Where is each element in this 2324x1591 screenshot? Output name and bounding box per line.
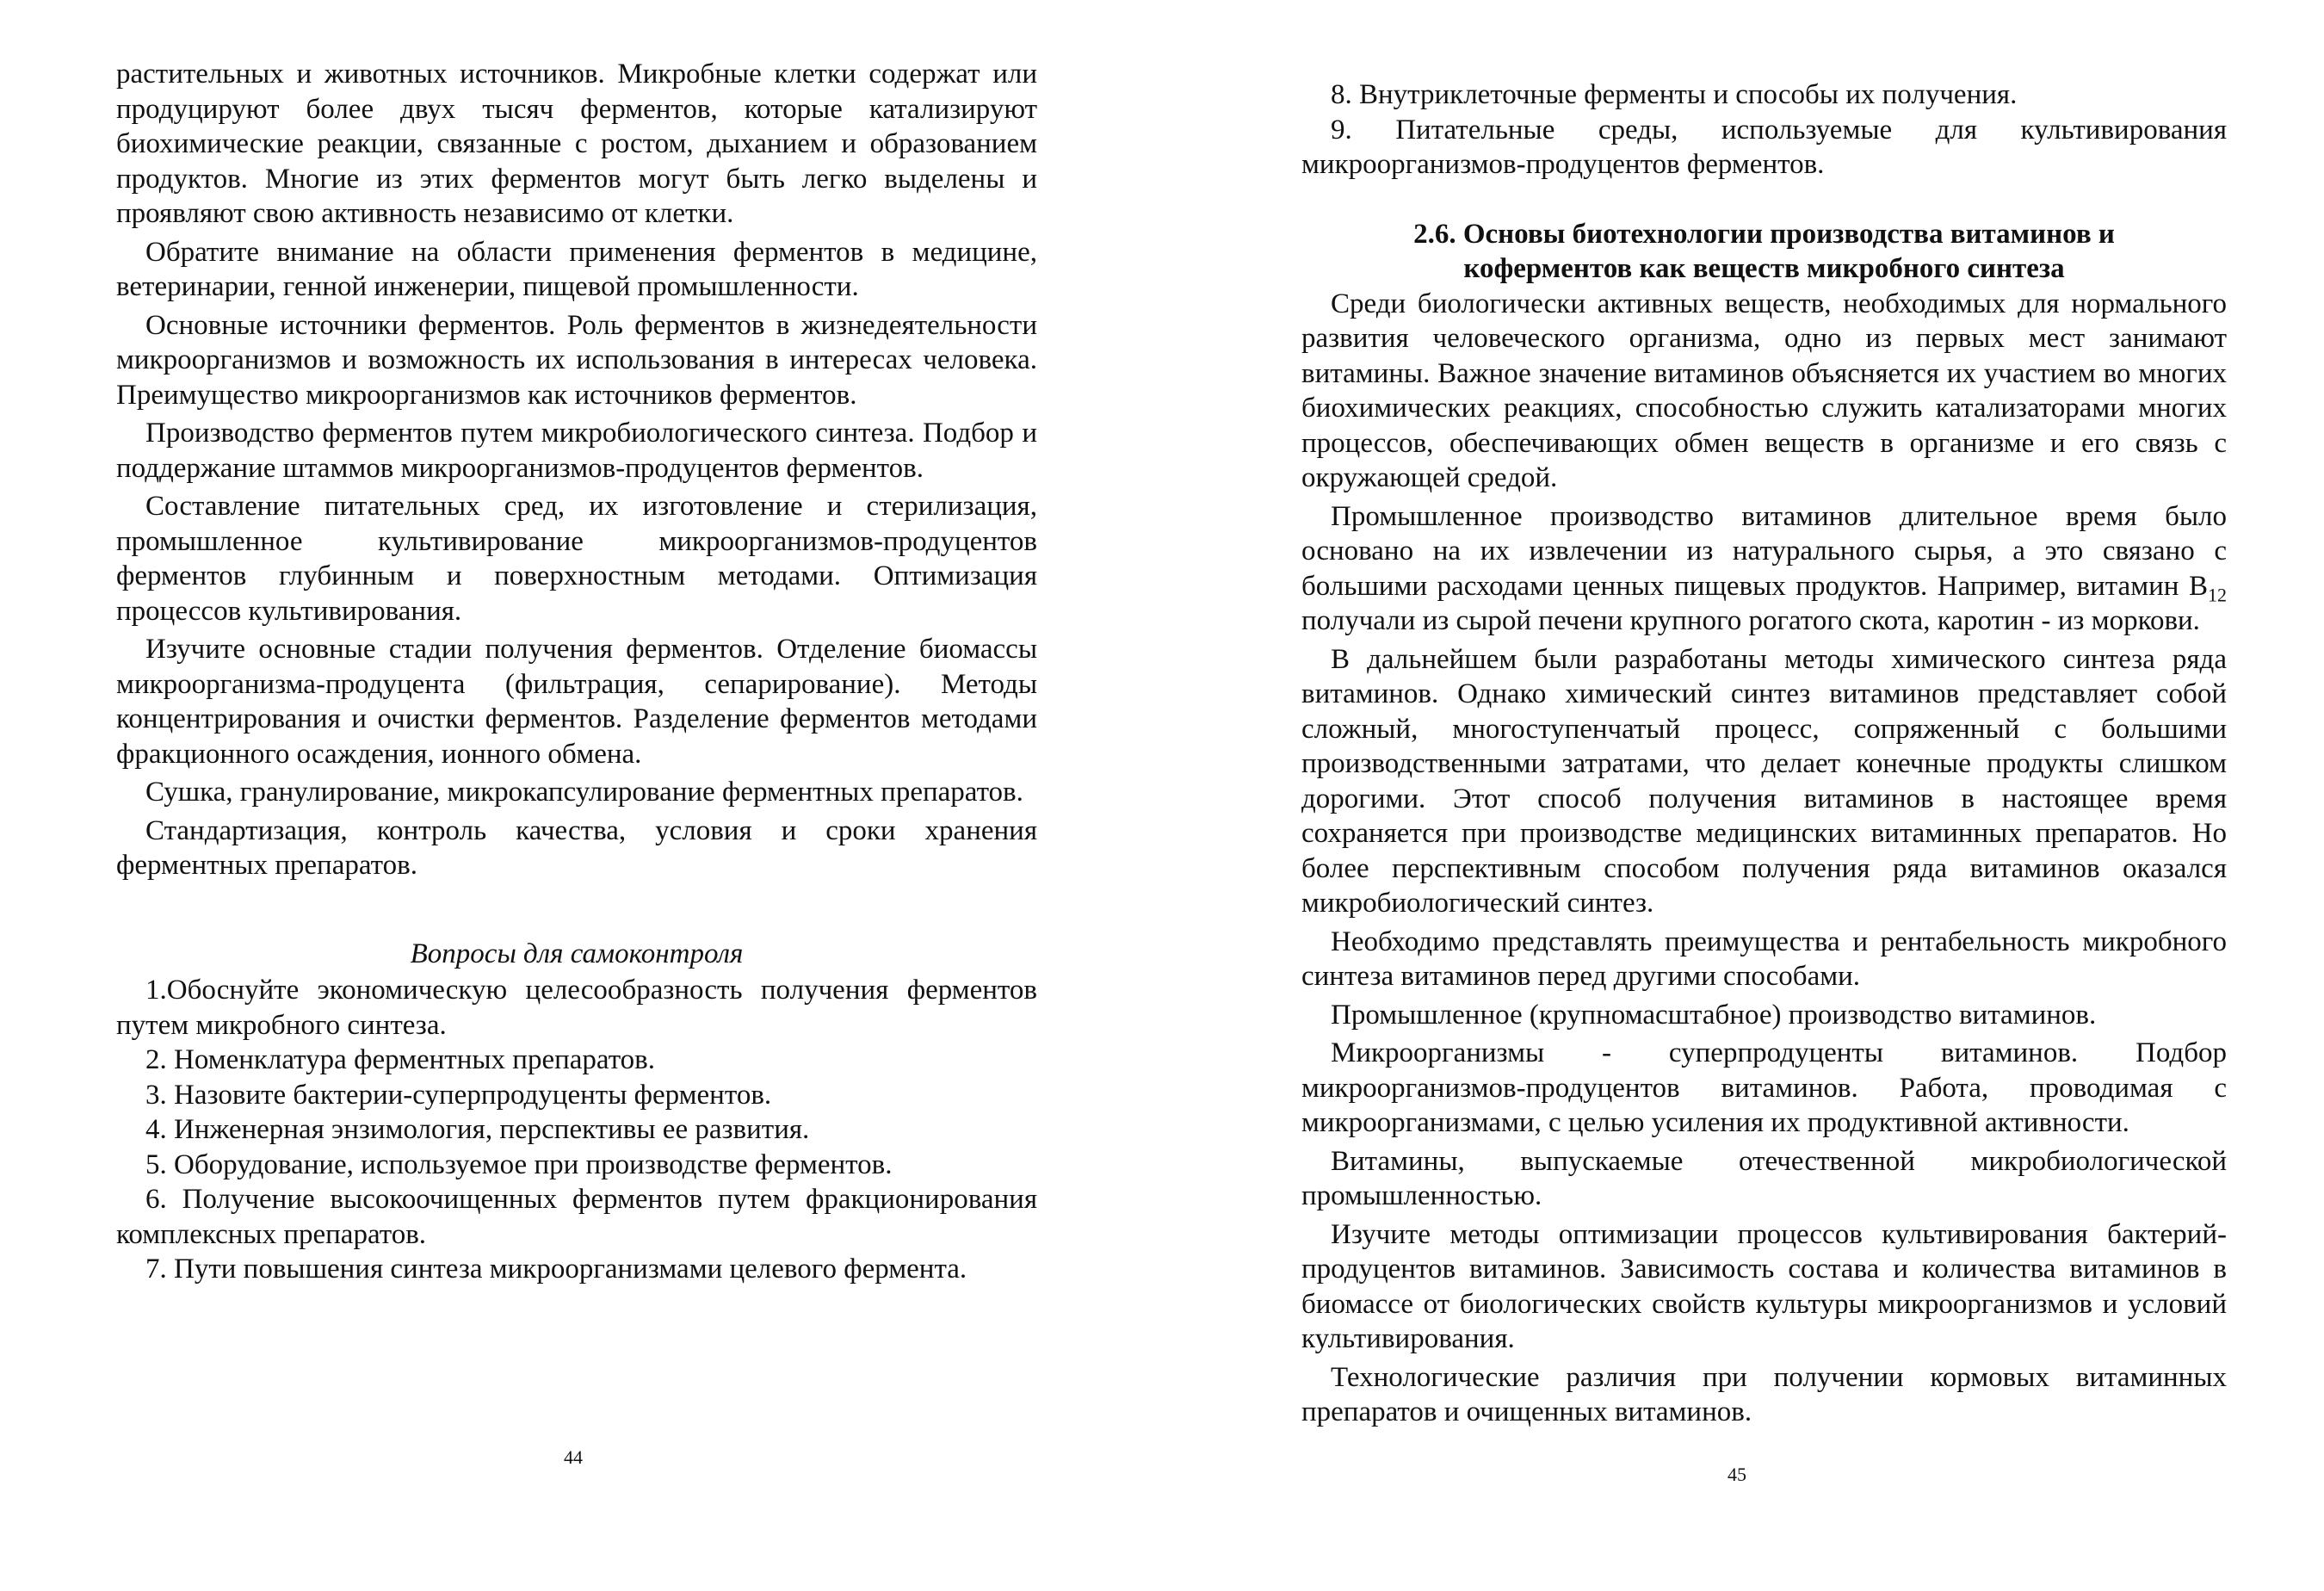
paragraph: В дальнейшем были разработаны методы химического синтеза ряда витаминов. Однако химический синтез витаминов представляет собой сложный, многоступенчатый процесс, сопряженный с большими производственными затратами, что делает конечные продукты слишком дорогими. Этот способ получения витаминов в настоящее время сохраняется при производстве медицинских витаминных препаратов. Но более перспективным способом получения ряда витаминов оказался микробиологический синтез. — [1301, 643, 2227, 919]
paragraph: Технологические различия при получении кормовых витаминных препаратов и очищенных витаминов. — [1301, 1361, 2227, 1427]
left-text-column — [116, 57, 1037, 1287]
question-item: 1.Обоснуйте экономическую целесообразность получения ферментов путем микробного синтеза. — [116, 975, 1037, 1041]
page-number: 45 — [1728, 1464, 1746, 1485]
question-item: 3. Назовите бактерии-суперпродуценты ферментов. — [145, 1079, 772, 1111]
paragraph: Обратите внимание на области применения ферментов в медицине, ветеринарии, генной инженерии, пищевой промышленности. — [116, 236, 1037, 302]
right-page — [1162, 0, 2324, 1591]
question-item: 6. Получение высокоочищенных ферментов путем фракционирования комплексных препаратов. — [116, 1184, 1037, 1250]
paragraph: Основные источники ферментов. Роль ферментов в жизнедеятельности микроорганизмов и возможность их использования в интересах человека. Преимущество микроорганизмов как источников ферментов. — [116, 309, 1037, 411]
question-item: 8. Внутриклеточные ферменты и способы их получения. — [1331, 79, 2018, 110]
paragraph: Составление питательных сред, их изготовление и стерилизация, промышленное культивирование микроорганизмов-продуцентов ферментов глубинным и поверхностным методами. Оптимизация процессов культивирования. — [116, 491, 1037, 627]
paragraph: Сушка, гранулирование, микрокапсулирование ферментных препаратов. — [145, 777, 1023, 808]
right-text-column — [1301, 77, 2227, 1430]
paragraph: Необходимо представлять преимущества и рентабельность микробного синтеза витаминов перед другими способами. — [1301, 926, 2227, 992]
question-item: 9. Питательные среды, используемые для культивирования микроорганизмов-продуцентов ферментов. — [1301, 114, 2227, 180]
questions-heading: Вопросы для самоконтроля — [410, 938, 744, 969]
question-item: 2. Номенклатура ферментных препаратов. — [145, 1044, 656, 1075]
section-title: 2.6. Основы биотехнологии производства витаминов и коферментов как веществ микробного синтеза — [1413, 218, 2115, 284]
paragraph: растительных и животных источников. Микробные клетки содержат или продуцируют более двух тысяч ферментов, которые катализируют биохимические реакции, связанные с ростом, дыханием и образованием продуктов. Многие из этих ферментов могут быть легко выделены и проявляют свою активность независимо от клетки. — [116, 59, 1037, 229]
paragraph: Среди биологически активных веществ, необходимых для нормального развития человеческого организма, одно из первых мест занимают витамины. Важное значение витаминов объясняется их участием во многих биохимических реакциях, способностью служить катализаторами многих процессов, обеспечивающих обмен веществ в организме и его связь с окружающей средой. — [1301, 288, 2227, 493]
paragraph: Промышленное (крупномасштабное) производство витаминов. — [1331, 999, 2097, 1031]
paragraph: Витамины, выпускаемые отечественной микробиологической промышленностью. — [1301, 1145, 2227, 1211]
paragraph: Производство ферментов путем микробиологического синтеза. Подбор и поддержание штаммов микроорганизмов-продуцентов ферментов. — [116, 418, 1037, 484]
question-item: 4. Инженерная энзимология, перспективы ее развития. — [145, 1114, 810, 1145]
paragraph: Стандартизация, контроль качества, условия и сроки хранения ферментных препаратов. — [116, 814, 1037, 881]
paragraph: Промышленное производство витаминов длительное время было основано на их извлечении из натурального сырья, а это связано с большими расходами ценных пищевых продуктов. Например, витамин $B_{12}$ получали из сырой печени крупного рогатого скота, каротин - из моркови. — [1301, 500, 2227, 636]
question-item: 7. Пути повышения синтеза микроорганизмами целевого фермента. — [145, 1254, 967, 1285]
page-number: 44 — [564, 1446, 583, 1468]
question-item: 5. Оборудование, используемое при производстве ферментов. — [145, 1148, 893, 1180]
paragraph: Изучите методы оптимизации процессов культивирования бактерий-продуцентов витаминов. Зависимость состава и количества витаминов в биомассе от биологических свойств культуры микроорганизмов и условий культивирования. — [1301, 1218, 2227, 1354]
paragraph: Микроорганизмы - суперпродуценты витаминов. Подбор микроорганизмов-продуцентов витаминов. Работа, проводимая с микроорганизмами, с целью усиления их продуктивной активности. — [1301, 1037, 2227, 1138]
paragraph: Изучите основные стадии получения ферментов. Отделение биомассы микроорганизма-продуцента (фильтрация, сепарирование). Методы концентрирования и очистки ферментов. Разделение ферментов методами фракционного осаждения, ионного обмена. — [116, 634, 1037, 770]
